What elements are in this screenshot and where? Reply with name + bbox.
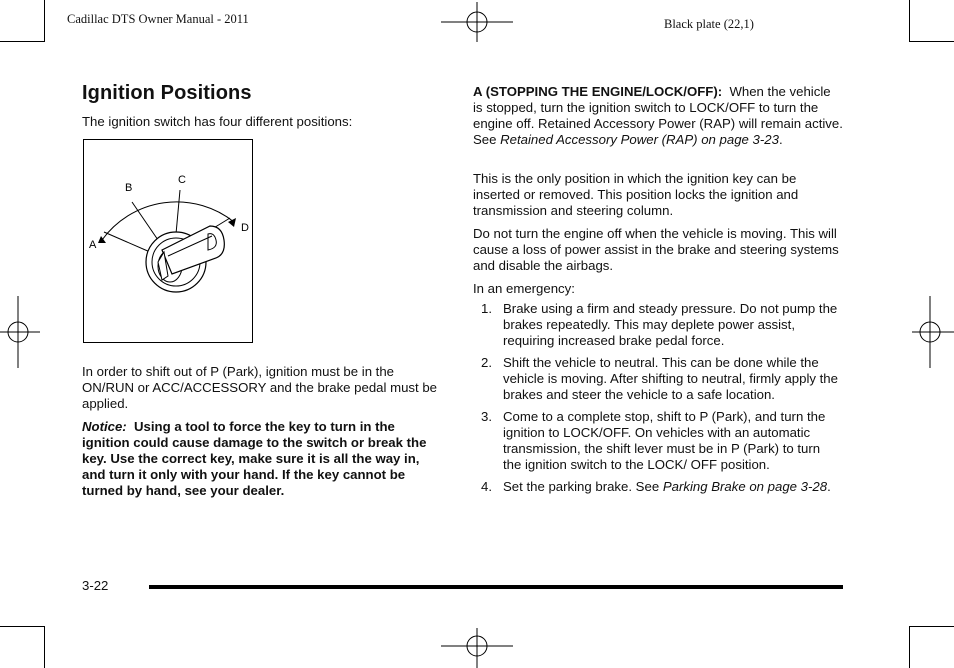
- sentence-end: .: [827, 479, 831, 494]
- registration-mark-icon: [912, 296, 954, 368]
- position-a-paragraph: [473, 84, 843, 148]
- step-text: Come to a complete stop, shift to P (Park), and turn the ignition to LOCK/OFF. On vehicles with an automatic transmission, the shift lever must be in P (Park) to turn the ignition switch to the LOCK/ OFF position.: [503, 409, 826, 472]
- crop-mark: [44, 0, 45, 42]
- figure-label-a: A: [89, 239, 97, 251]
- registration-mark-icon: [441, 2, 513, 42]
- crop-mark: [0, 626, 44, 627]
- plate-label: Black plate (22,1): [664, 17, 754, 31]
- step-number: 4.: [481, 479, 492, 494]
- registration-mark-icon: [0, 296, 40, 368]
- crop-mark: [0, 41, 44, 42]
- notice-label: Notice:: [82, 419, 127, 434]
- figure-label-d: D: [241, 222, 249, 234]
- intro-text: The ignition switch has four different positions:: [82, 114, 353, 129]
- ignition-switch-illustration: [84, 140, 252, 342]
- emergency-steps-list: [481, 301, 841, 501]
- crop-mark: [44, 626, 45, 668]
- notice-text: Using a tool to force the key to turn in the ignition could cause damage to the switch or break the key. Use the correct key, make sure it is all the way in, and turn it only with your hand. If the key cannot be turned by hand, see your dealer.: [82, 419, 427, 498]
- page-number: 3-22: [82, 578, 109, 593]
- step-number: 1.: [481, 301, 492, 316]
- footer-rule: [149, 585, 843, 589]
- list-item: [481, 301, 841, 349]
- crop-mark: [910, 626, 954, 627]
- figure-label-c: C: [178, 174, 186, 186]
- crop-mark: [909, 626, 910, 668]
- parking-brake-reference-link[interactable]: Parking Brake on page 3-28: [662, 479, 828, 494]
- emergency-intro: In an emergency:: [473, 281, 575, 296]
- position-a-heading: A (STOPPING THE ENGINE/LOCK/OFF):: [473, 84, 723, 99]
- registration-mark-icon: [441, 628, 513, 668]
- ignition-switch-figure: [83, 139, 253, 343]
- section-title: Ignition Positions: [82, 82, 252, 104]
- park-shift-text: In order to shift out of P (Park), ignition must be in the ON/RUN or ACC/ACCESSORY and the brake pedal must be applied.: [82, 364, 437, 411]
- list-item: [481, 409, 841, 473]
- step-text-wrapper: [503, 479, 841, 495]
- list-item: [481, 355, 841, 403]
- notice-paragraph: [82, 419, 442, 499]
- list-item: [481, 479, 841, 495]
- sentence-end: .: [778, 132, 783, 147]
- key-position-text: This is the only position in which the ignition key can be inserted or removed. This position locks the ignition and transmission and steering column.: [473, 171, 799, 218]
- manual-title: Cadillac DTS Owner Manual - 2011: [67, 12, 249, 26]
- figure-label-b: B: [125, 182, 133, 194]
- step-number: 3.: [481, 409, 492, 424]
- rap-reference-link[interactable]: Retained Accessory Power (RAP) on page 3-23: [500, 132, 779, 147]
- step-text: Shift the vehicle to neutral. This can be done while the vehicle is moving. After shifting to neutral, firmly apply the brakes and steer the vehicle to a safe location.: [503, 355, 838, 402]
- step-number: 2.: [481, 355, 492, 370]
- position-a-text: When the vehicle is stopped, turn the ignition switch to LOCK/OFF to turn the engine off. Retained Accessory Power (RAP) will remain active. See: [473, 84, 843, 147]
- step-text: Set the parking brake. See: [503, 479, 660, 494]
- crop-mark: [910, 41, 954, 42]
- moving-warning-text: Do not turn the engine off when the vehicle is moving. This will cause a loss of power assist in the brake and steering systems and disable the airbags.: [473, 226, 839, 273]
- step-text: Brake using a firm and steady pressure. Do not pump the brakes repeatedly. This may deplete power assist, requiring increased brake pedal force.: [503, 301, 838, 348]
- crop-mark: [909, 0, 910, 42]
